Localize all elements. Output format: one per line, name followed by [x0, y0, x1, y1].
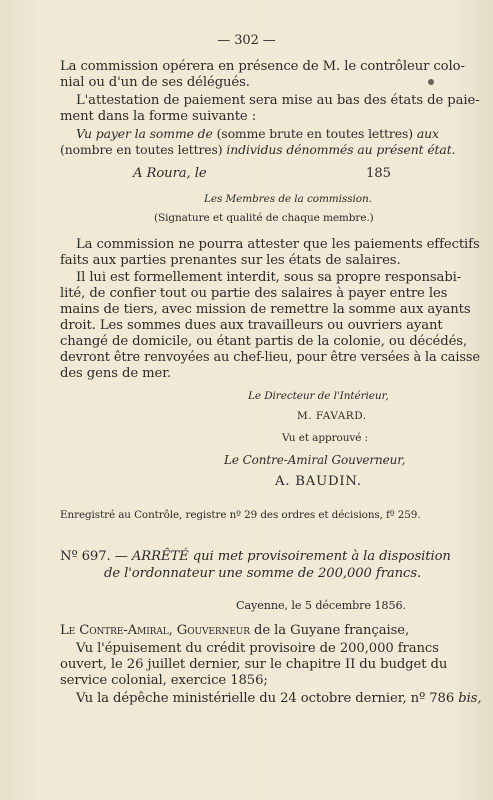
decree-number: Nº 697. — [60, 549, 111, 564]
text-line: Il lui est formellement interdit, sous sa propre responsabi- — [76, 270, 462, 285]
issuer-line — [60, 623, 450, 639]
issuer-region: de la Guyane française, — [254, 623, 410, 638]
formula-line — [76, 126, 450, 142]
issuer-title: Le Contre-Amiral, Gouverneur — [60, 623, 250, 638]
text-fragment: Vu la dépêche ministérielle du 24 octobre dernier, nº 786 — [76, 691, 455, 706]
text-line: mains de tiers, avec mission de remettre la somme aux ayants — [60, 302, 471, 317]
text-fragment: bis, — [458, 691, 482, 706]
formula-roman: (nombre en toutes lettres) — [60, 142, 223, 157]
place-date: A Roura, le — [133, 166, 207, 181]
text-line: droit. Les sommes dues aux travailleurs ou ouvriers ayant — [60, 318, 443, 333]
signatory-name: M. FAVARD. — [297, 410, 367, 422]
governor-name: A. BAUDIN. — [275, 474, 362, 489]
signatory-title: Le Directeur de l'Intérieur, — [248, 390, 389, 402]
text-line — [76, 691, 482, 707]
ink-spot — [428, 79, 434, 85]
registration-note: Enregistré au Contrôle, registre nº 29 des ordres et décisions, fº 259. — [60, 509, 421, 521]
decree-title: — ARRÊTÉ qui met provisoirement à la disposition — [114, 549, 451, 564]
formula-italic: Vu payer la somme de — [76, 126, 213, 141]
text-line: ouvert, le 26 juillet dernier, sur le chapitre II du budget du — [60, 657, 448, 672]
text-line: La commission opérera en présence de M. le contrôleur colo- — [60, 59, 465, 74]
text-line: Vu l'épuisement du crédit provisoire de 200,000 francs — [76, 641, 439, 656]
page-number: — 302 — — [217, 33, 276, 48]
text-line: nial ou d'un de ses délégués. — [60, 75, 250, 90]
decree-title-cont: de l'ordonnateur une somme de 200,000 francs. — [104, 566, 422, 581]
approval-label: Vu et approuvé : — [282, 432, 369, 444]
decree-heading — [60, 549, 450, 565]
formula-line — [60, 142, 456, 158]
governor-title: Le Contre-Amiral Gouverneur, — [224, 453, 406, 467]
decree-date: Cayenne, le 5 décembre 1856. — [236, 599, 406, 612]
text-line: ment dans la forme suivante : — [60, 109, 257, 124]
year-stub: 185 — [366, 166, 391, 181]
text-line: des gens de mer. — [60, 366, 172, 381]
text-line: L'attestation de paiement sera mise au bas des états de paie- — [76, 93, 480, 108]
text-line: La commission ne pourra attester que les paiements effectifs — [76, 237, 480, 252]
formula-roman: (somme brute en toutes lettres) — [216, 126, 413, 141]
formula-italic: aux — [416, 126, 439, 141]
text-line: devront être renvoyées au chef-lieu, pour être versées à la caisse — [60, 350, 480, 365]
formula-italic: individus dénommés au présent état. — [226, 142, 456, 157]
text-line: changé de domicile, ou étant partis de la colonie, ou décédés, — [60, 334, 468, 349]
members-label: Les Membres de la commission. — [204, 193, 372, 205]
text-line: service colonial, exercice 1856; — [60, 673, 268, 688]
text-line: faits aux parties prenantes sur les états de salaires. — [60, 253, 401, 268]
text-line: lité, de confier tout ou partie des salaires à payer entre les — [60, 286, 448, 301]
signature-note: (Signature et qualité de chaque membre.) — [154, 212, 374, 224]
